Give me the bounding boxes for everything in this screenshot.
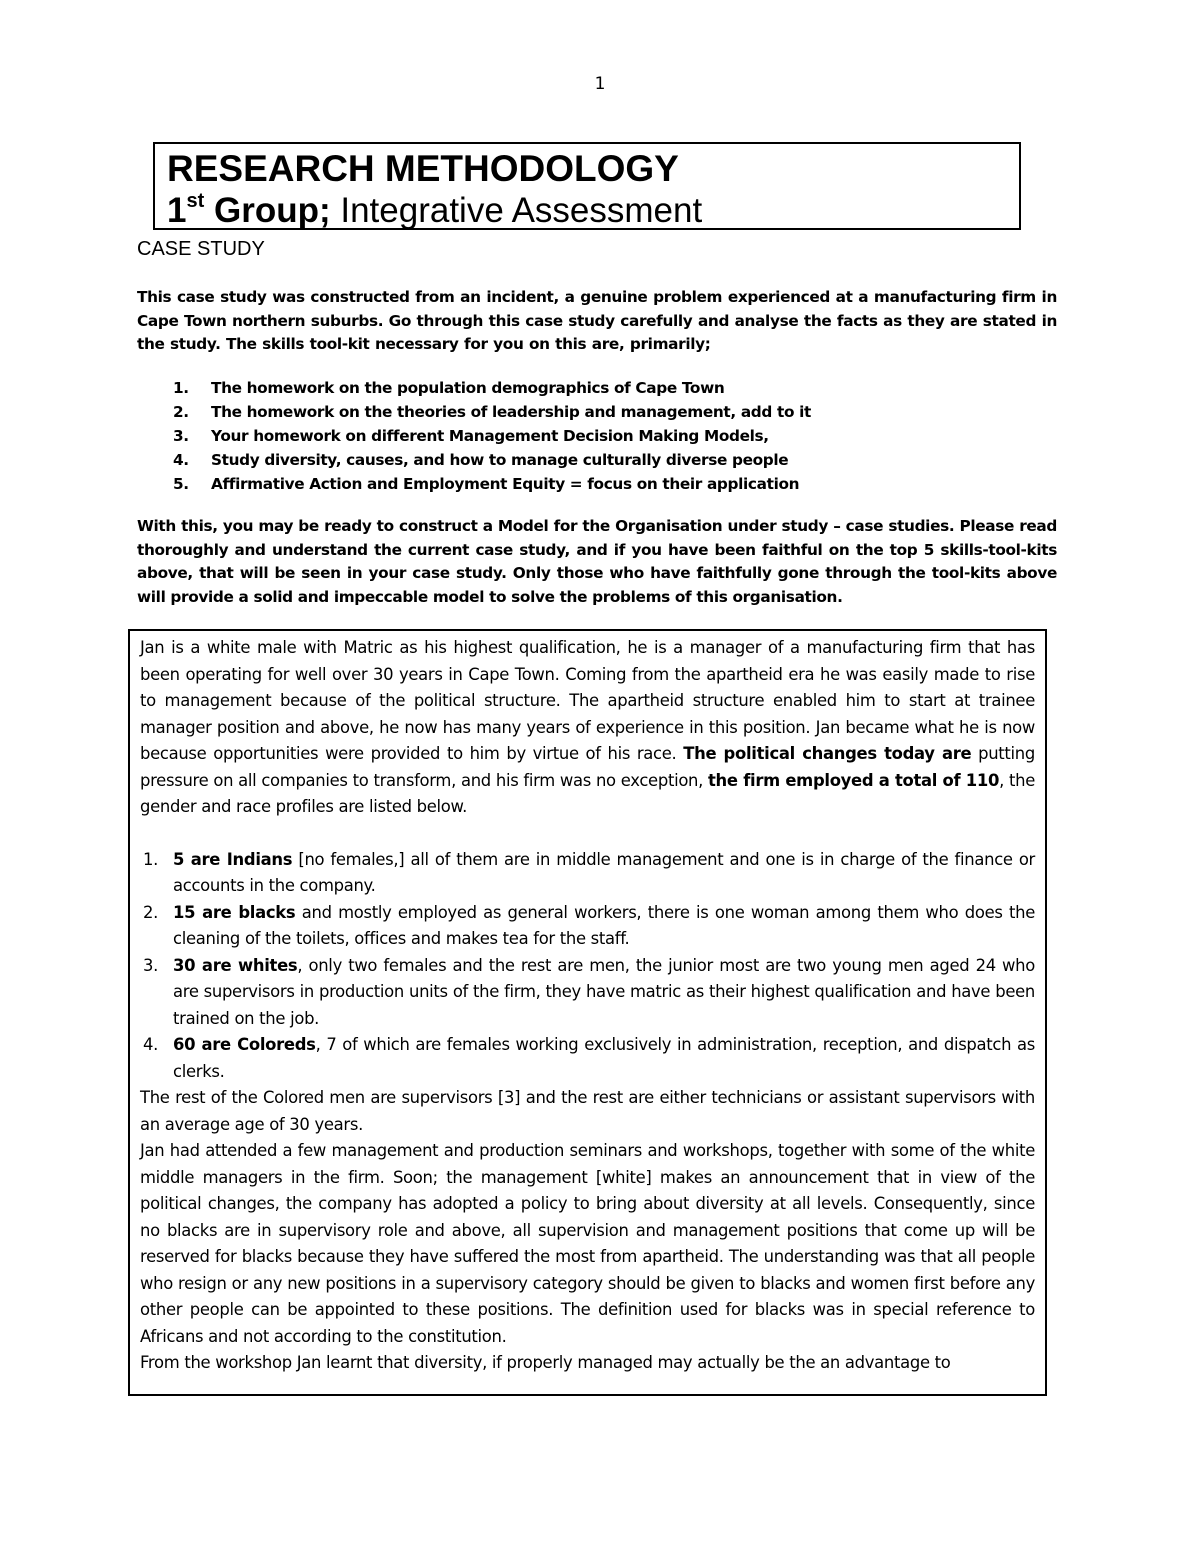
list-item: [137, 376, 1037, 400]
case-study-box: [128, 629, 1047, 1396]
case-paragraph-colored-men: The rest of the Colored men are supervisors [3] and the rest are either technicians or assistant supervisors with an average age of 30 years.: [140, 1088, 1035, 1134]
race-profile-list: [140, 847, 1035, 1086]
race-count: 15 are blacks: [173, 902, 296, 922]
race-description: , 7 of which are females working exclusively in administration, reception, and dispatch as clerks.: [173, 1035, 1035, 1081]
case-text: , the gender and race profiles are listed below.: [140, 770, 1035, 816]
race-count: 30 are whites: [173, 955, 298, 975]
list-item: [140, 953, 1035, 1033]
case-emphasis: The political changes today are: [683, 744, 972, 763]
list-number: 3.: [143, 955, 159, 975]
document-title: RESEARCH METHODOLOGY: [167, 148, 679, 189]
group-number-suffix: st: [186, 190, 205, 212]
case-text: putting pressure on all companies to transform, and his firm was no exception,: [140, 744, 1035, 790]
list-text: Your homework on different Management Decision Making Models,: [211, 427, 769, 445]
race-description: , only two females and the rest are men, the junior most are two young men aged 24 who are supervisors in production units of the firm, they have matric as their highest qualification and have been trained on the job.: [173, 955, 1035, 1028]
list-item: [140, 900, 1035, 953]
list-item: [137, 472, 1037, 496]
list-item: [137, 448, 1037, 472]
list-item: [140, 1032, 1035, 1085]
assessment-label: Integrative Assessment: [330, 191, 703, 230]
case-paragraph-workshops: Jan had attended a few management and production seminars and workshops, together with some of the white middle managers in the firm. Soon; the management [white] makes an announcement that in view of the political changes, the company has adopted a policy to bring about diversity at all levels. Consequently, since no blacks are in supervisory role and above, all supervision and management positions that come up will be reserved for blacks because they have suffered the most from apartheid. The understanding was that all people who resign or any new positions in a supervisory category should be given to blacks and women first before any other people can be appointed to these positions. The definition used for blacks was in special reference to Africans and not according to the constitution.: [140, 1141, 1035, 1346]
list-text: Affirmative Action and Employment Equity = focus on their application: [211, 475, 800, 493]
list-text: The homework on the theories of leadership and management, add to it: [211, 403, 811, 421]
list-number: 2.: [143, 902, 159, 922]
race-description: and mostly employed as general workers, there is one woman among them who does the cleaning of the toilets, offices and makes tea for the staff.: [173, 902, 1035, 948]
list-number: 3.: [173, 427, 189, 445]
group-number: 1: [167, 191, 187, 230]
list-item: [140, 847, 1035, 900]
list-number: 4.: [143, 1035, 159, 1054]
list-text: Study diversity, causes, and how to manage culturally diverse people: [211, 451, 789, 469]
list-number: 5.: [173, 475, 189, 493]
model-paragraph: With this, you may be ready to construct a Model for the Organisation under study – case studies. Please read thoroughly and understand the current case study, and if you have been faithful on the top 5 skills-tool-kits above, that will be seen in your case study. Only those who have faithfully gone through the tool-kits above will provide a solid and impeccable model to solve the problems of this organisation.: [137, 517, 1057, 606]
title-box: [153, 142, 1021, 230]
case-text: Jan is a white male with Matric as his highest qualification, he is a manager of a manufacturing firm that has been operating for well over 30 years in Cape Town. Coming from the apartheid era he was easily made to rise to management because of the political structure. The apartheid structure enabled him to start at trainee manager position and above, he now has many years of experience in this position. Jan became what he is now because opportunities were provided to him by virtue of his race.: [140, 638, 1035, 763]
page-number: 1: [594, 74, 606, 94]
list-number: 1.: [173, 379, 189, 397]
list-number: 4.: [173, 451, 189, 469]
race-count: 5 are Indians: [173, 849, 293, 869]
case-paragraph-diversity: From the workshop Jan learnt that diversity, if properly managed may actually be the an advantage to: [140, 1353, 951, 1372]
list-text: The homework on the population demographics of Cape Town: [211, 379, 725, 397]
list-number: 2.: [173, 403, 189, 421]
list-number: 1.: [143, 849, 159, 869]
list-item: [137, 400, 1037, 424]
intro-paragraph: This case study was constructed from an incident, a genuine problem experienced at a manufacturing firm in Cape Town northern suburbs. Go through this case study carefully and analyse the facts as they are stated in the study. The skills tool-kit necessary for you on this are, primarily;: [137, 288, 1057, 353]
race-count: 60 are Coloreds: [173, 1035, 316, 1054]
case-emphasis: the firm employed a total of 110: [708, 770, 1000, 790]
document-subtitle: [167, 189, 702, 233]
case-study-heading: CASE STUDY: [137, 238, 265, 260]
group-label: Group;: [204, 191, 331, 230]
skills-list: [137, 376, 1037, 496]
case-paragraph-intro: [140, 635, 1035, 821]
race-description: [no females,] all of them are in middle management and one is in charge of the finance or accounts in the company.: [173, 849, 1035, 895]
list-item: [137, 424, 1037, 448]
